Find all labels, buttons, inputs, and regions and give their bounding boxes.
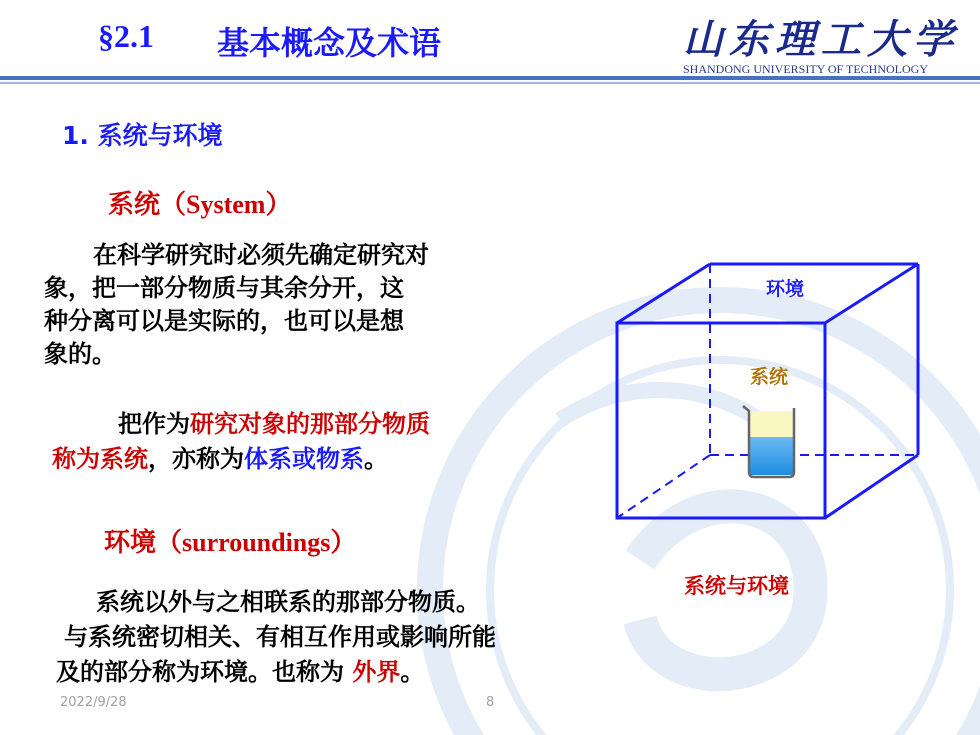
definition-text: 。 xyxy=(364,445,388,473)
env-label: 环境 xyxy=(766,278,805,300)
page-title: 基本概念及术语 xyxy=(217,25,442,61)
sys-label: 系统 xyxy=(750,366,789,388)
definition-text: ，亦称为 xyxy=(148,445,244,473)
section-heading: 1. 系统与环境 xyxy=(62,121,223,150)
system-heading xyxy=(108,184,291,221)
header-rule xyxy=(0,76,980,80)
surroundings-text: 及的部分称为环境。也称为 xyxy=(56,658,353,686)
section-number: §2.1 xyxy=(98,18,154,54)
surroundings-para-line: 与系统密切相关、有相互作用或影响所能 xyxy=(64,623,496,651)
system-para-line: 在科学研究时必须先确定研究对 xyxy=(93,241,429,269)
definition-text: 把作为 xyxy=(118,410,190,438)
university-logo-subtitle: SHANDONG UNIVERSITY OF TECHNOLOGY xyxy=(683,62,928,76)
system-definition-line1 xyxy=(118,407,430,441)
surroundings-heading-en: （surroundings） xyxy=(156,528,357,557)
beaker-icon xyxy=(743,406,794,477)
cube-edge xyxy=(825,455,918,518)
footer-date: 2022/9/28 xyxy=(60,695,127,710)
system-definition-line2 xyxy=(52,442,388,476)
system-para-line: 象的。 xyxy=(44,340,116,368)
cube-hidden-edge xyxy=(617,455,710,518)
university-logo: 山东理工大学 xyxy=(683,16,959,63)
system-para-line: 象，把一部分物质与其余分开，这 xyxy=(44,274,404,302)
surroundings-alias: 外界 xyxy=(352,658,401,686)
header-rule-thin xyxy=(0,82,980,84)
surroundings-para-line: 系统以外与之相联系的那部分物质。 xyxy=(96,588,480,616)
footer-page-number: 8 xyxy=(486,695,495,710)
cube-edge xyxy=(825,264,918,323)
surroundings-heading-cn: 环境 xyxy=(104,528,157,558)
definition-highlight: 称为系统 xyxy=(52,445,148,473)
definition-alias: 体系或物系 xyxy=(244,445,364,473)
surroundings-heading xyxy=(104,522,356,559)
system-surroundings-diagram xyxy=(600,250,940,540)
diagram-caption: 系统与环境 xyxy=(684,573,789,598)
definition-highlight: 研究对象的那部分物质 xyxy=(190,410,430,438)
system-heading-en: （System） xyxy=(160,190,292,219)
surroundings-para-line3 xyxy=(56,655,424,689)
system-para-line: 种分离可以是实际的，也可以是想 xyxy=(44,307,404,335)
cube-edge xyxy=(617,264,710,323)
surroundings-text: 。 xyxy=(400,658,425,686)
system-heading-cn: 系统 xyxy=(108,190,161,220)
